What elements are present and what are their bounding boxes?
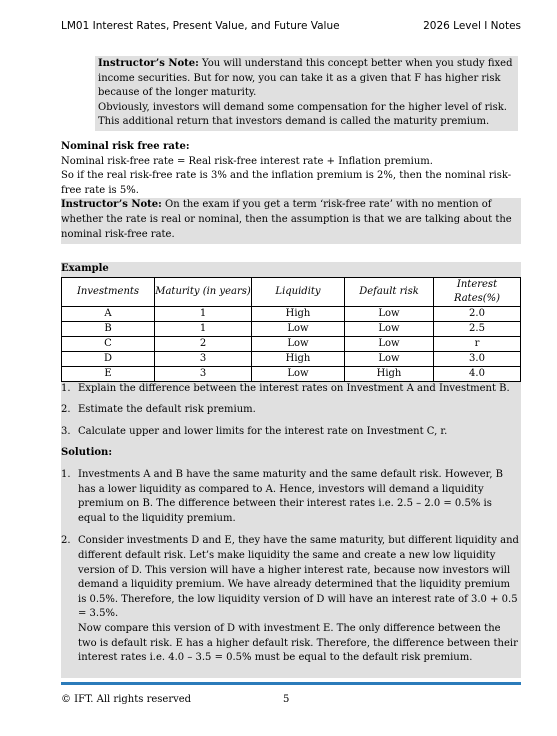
page-header [61,20,521,32]
table-cell: Low [252,366,345,381]
nominal-formula: Nominal risk-free rate = Real risk-free interest rate + Inflation premium. [61,155,433,167]
table-cell: Low [345,306,434,321]
table-cell: 1 [155,306,252,321]
table-cell: Low [345,336,434,351]
table-cell: 2.5 [434,321,521,336]
content [61,56,521,678]
table-cell: E [62,366,155,381]
column-header: Maturity (in years) [155,277,252,306]
list-item [61,382,521,397]
table-header-row [62,277,521,306]
table-cell: 4.0 [434,366,521,381]
instructor-note-risk-free [61,198,521,244]
table-cell: r [434,336,521,351]
table-row [62,336,521,351]
item-number: 3. [61,425,71,437]
nominal-heading: Nominal risk free rate: [61,140,190,152]
table-cell: A [62,306,155,321]
table-cell: 3 [155,366,252,381]
table-cell: Low [345,351,434,366]
table-row [62,321,521,336]
column-header: Interest Rates(%) [434,277,521,306]
list-item [61,468,521,526]
column-header: Investments [62,277,155,306]
header-edition: 2026 Level I Notes [423,20,521,32]
list-item [61,534,521,665]
table-cell: 2 [155,336,252,351]
table-row [62,306,521,321]
table-cell: High [252,306,345,321]
investments-table [61,277,521,382]
question-text: Calculate upper and lower limits for the interest rate on Investment C, r. [78,425,448,437]
nominal-example: So if the real risk-free rate is 3% and the inflation premium is 2%, then the nominal risk-free rate is 5%. [61,170,512,196]
solution-text-2: Now compare this version of D with investment E. The only difference between the two is default risk. E has a higher default risk. Therefore, the difference between their interest rates i.e. 4.0 – 3.5 = 0.5% must be equal to the default risk premium. [78,623,518,664]
table-cell: 1 [155,321,252,336]
question-text: Estimate the default risk premium. [78,404,256,416]
table-cell: D [62,351,155,366]
column-header: Default risk [345,277,434,306]
footer-rule [61,682,521,685]
question-text: Explain the difference between the interest rates on Investment A and Investment B. [78,382,510,394]
note-text: On the exam if you get a term ‘risk-free rate’ with no mention of whether the rate is real or nominal, then the assumption is that we are talking about the nominal risk-free rate. [61,199,512,240]
instructor-note-maturity [95,56,518,131]
table-cell: Low [252,321,345,336]
note-label: Instructor’s Note: [61,199,162,211]
table-cell: 2.0 [434,306,521,321]
table-cell: C [62,336,155,351]
note-label: Instructor’s Note: [98,58,199,69]
item-number: 1. [61,469,71,481]
column-header: Liquidity [252,277,345,306]
note-text: You will understand this concept better when you study fixed income securities. But for now, you can take it as a given that F has higher risk because of the longer maturity. [98,58,513,99]
list-item [61,425,521,440]
solution-text: Consider investments D and E, they have the same maturity, but different liquidity and different default risk. Let’s make liquidity the same and create a new low liquidity version of D. This version will have a higher interest rate, because now investors will demand a liquidity premium. We have already determined that the liquidity premium is 0.5%. Therefore, the low liquidity version of D will have an interest rate of 3.0 + 0.5 = 3.5%. [78,535,519,620]
page-number: 5 [283,694,290,705]
solution-list [61,468,521,666]
copyright: © IFT. All rights reserved [61,694,192,705]
solution-text: Investments A and B have the same maturity and the same default risk. However, B has a lower liquidity as compared to A. Hence, investors will demand a liquidity premium on B. The difference between their interest rates i.e. 2.5 – 2.0 = 0.5% is equal to the liquidity premium. [78,469,504,524]
nominal-body [61,155,521,199]
note-text-2: Obviously, investors will demand some compensation for the higher level of risk. This additional return that investors demand is called the maturity premium. [98,101,507,128]
solution-title: Solution: [61,446,113,458]
example-title: Example [61,263,109,275]
table-cell: B [62,321,155,336]
table-row [62,366,521,381]
table-cell: 3.0 [434,351,521,366]
table-row [62,351,521,366]
item-number: 2. [61,404,71,416]
example-box [61,262,521,678]
item-number: 2. [61,535,71,547]
table-cell: High [345,366,434,381]
list-item [61,403,521,418]
header-title: LM01 Interest Rates, Present Value, and Future Value [61,20,340,32]
table-cell: High [252,351,345,366]
question-list [61,382,521,440]
table-cell: 3 [155,351,252,366]
table-cell: Low [345,321,434,336]
item-number: 1. [61,382,71,394]
table-cell: Low [252,336,345,351]
